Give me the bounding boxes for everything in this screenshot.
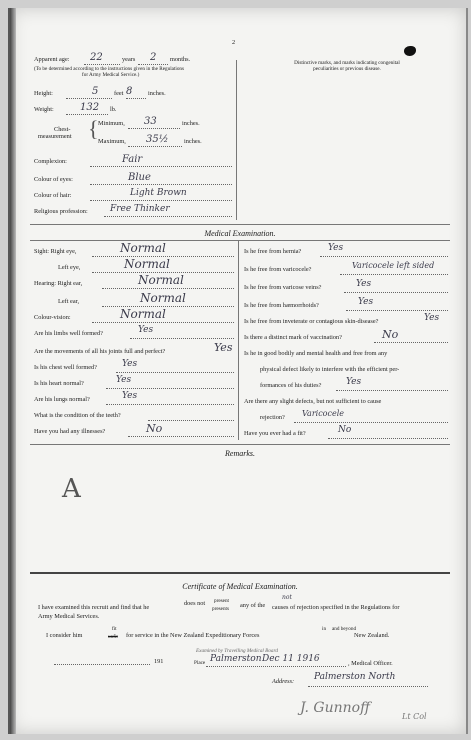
veins-value: Yes — [356, 279, 372, 289]
date-line — [54, 664, 150, 665]
remarks-heading: Remarks. — [225, 449, 255, 458]
skin-value: Yes — [424, 313, 440, 323]
age-years-value: 22 — [90, 52, 103, 63]
age-label: Apparent age: — [34, 56, 70, 63]
health-line-1: Is he in good bodily and mental health and free from any — [244, 350, 388, 357]
exam-heading: Medical Examination. — [204, 229, 276, 238]
distinctive-line-1: Distinctive marks, and marks indicating congenital — [294, 60, 400, 66]
religion-value: Free Thinker — [110, 204, 170, 214]
signature-rank: Lt Col — [402, 712, 427, 721]
varicocele-label: Is he free from varicocele? — [244, 266, 312, 273]
age-note-2: for Army Medical Service.) — [82, 72, 140, 78]
age-months-value: 2 — [150, 52, 157, 63]
address-value: Palmerston North — [314, 672, 396, 682]
exam-row-line — [92, 322, 234, 323]
exam-row-line — [130, 338, 234, 339]
varicocele-value: Varicocele left sided — [352, 261, 435, 270]
certificate-nz: New Zealand. — [354, 632, 390, 639]
exam-row-value: Yes — [138, 325, 154, 335]
medical-officer-signature: J. Gunnoff — [300, 700, 371, 716]
exam-row-value: Normal — [140, 291, 186, 305]
exam-divider — [238, 240, 239, 440]
exam-row-label: Are his lungs normal? — [34, 396, 90, 403]
inches-label: inches. — [148, 90, 166, 97]
exam-top-rule — [30, 224, 450, 225]
slight-defects-value: Varicocele — [302, 409, 344, 418]
document-sheet — [8, 8, 468, 734]
veins-line — [344, 292, 448, 293]
certificate-line-1a: I have examined this recruit and find that he — [38, 604, 150, 611]
slight-defects-line — [294, 422, 448, 423]
exam-bottom-rule — [30, 444, 450, 445]
hair-line — [90, 200, 232, 201]
vaccination-line — [374, 342, 448, 343]
health-value: Yes — [346, 377, 362, 387]
certificate-consider: I consider him — [46, 632, 83, 639]
certificate-unfit: unfit — [108, 634, 118, 640]
exam-row-value: No — [146, 422, 163, 435]
certificate-and-beyond: and beyond — [332, 626, 357, 632]
exam-row-value: Yes — [116, 375, 132, 385]
hair-label: Colour of hair: — [34, 192, 72, 199]
age-note-1: (To be determined according to the instructions given in the Regulations — [34, 66, 185, 72]
religion-line — [104, 216, 232, 217]
certificate-present: present — [214, 598, 229, 604]
exam-row-line — [106, 388, 234, 389]
vaccination-value: No — [382, 328, 399, 341]
exam-row-label: Sight: Right eye, — [34, 248, 77, 255]
exam-row-label: Colour-vision: — [34, 314, 71, 321]
exam-row-line — [148, 420, 234, 421]
health-line-3: formances of his duties? — [260, 382, 322, 389]
certificate-not-handwritten: not — [282, 594, 292, 601]
feet-label: feet — [114, 90, 124, 97]
exam-heading-rule — [30, 240, 450, 241]
weight-line — [66, 114, 108, 115]
exam-row-label: Are the movements of all his joints full and perfect? — [34, 348, 166, 355]
haem-label: Is he free from hæmorrhoids? — [244, 302, 319, 309]
skin-label: Is he free from inveterate or contagious skin-disease? — [244, 318, 379, 325]
height-feet-value: 5 — [92, 86, 99, 97]
top-divider — [236, 60, 237, 220]
chest-min-value: 33 — [144, 116, 157, 127]
height-feet-line — [66, 98, 112, 99]
medical-officer-label: , Medical Officer. — [348, 660, 393, 667]
varicocele-line — [340, 274, 448, 275]
certificate-line-1b: any of the — [240, 602, 266, 609]
chest-label-2: measurement — [38, 133, 72, 140]
health-line-2: physical defect likely to interfere with the efficient per- — [260, 366, 400, 373]
lb-label: lb. — [110, 106, 117, 113]
page-edge-shadow — [10, 8, 16, 734]
exam-row-value: Yes — [214, 341, 233, 354]
date-value: Dec 11 1916 — [262, 654, 320, 664]
exam-row-label: Are his limbs well formed? — [34, 330, 103, 337]
certificate-presents: presents — [212, 606, 229, 612]
exam-row-value: Normal — [138, 273, 184, 287]
health-line — [336, 390, 448, 391]
place-label: Place — [194, 660, 206, 666]
exam-row-line — [102, 288, 234, 289]
hair-value: Light Brown — [130, 188, 187, 198]
exam-row-label: What is the condition of the teeth? — [34, 412, 121, 419]
haem-line — [346, 310, 448, 311]
place-line — [206, 666, 346, 667]
certificate-line-1c: causes of rejection specified in the Regulations for — [272, 604, 400, 611]
exam-row-label: Have you had any illnesses? — [34, 428, 106, 435]
fits-line — [328, 438, 448, 439]
weight-value: 132 — [80, 102, 100, 113]
fits-label: Have you ever had a fit? — [244, 430, 306, 437]
exam-row-value: Yes — [122, 391, 138, 401]
exam-row-line — [128, 436, 234, 437]
slight-defects-line-2: rejection? — [260, 414, 285, 421]
weight-label: Weight: — [34, 106, 54, 113]
certificate-service: for service in the New Zealand Expeditionary Forces — [126, 632, 260, 639]
fits-value: No — [338, 425, 352, 435]
chest-min-label: Minimum, — [98, 120, 125, 127]
certificate-top-rule — [30, 572, 450, 574]
hernia-value: Yes — [328, 243, 344, 253]
eyes-label: Colour of eyes: — [34, 176, 73, 183]
years-label: years — [122, 56, 136, 63]
hernia-line — [320, 256, 448, 257]
exam-row-value: Yes — [122, 359, 138, 369]
chest-max-line — [128, 146, 182, 147]
eyes-value: Blue — [128, 172, 151, 183]
exam-row-value: Normal — [120, 241, 166, 255]
exam-row-label: Hearing: Right ear, — [34, 280, 83, 287]
exam-row-label: Left eye, — [58, 264, 81, 271]
examined-by-stamp: Examined by Travelling Medical Board — [196, 648, 278, 654]
slight-defects-line-1: Are there any slight defects, but not sufficient to cause — [244, 398, 382, 405]
complexion-value: Fair — [122, 154, 143, 165]
certificate-in: in — [322, 626, 327, 632]
chest-min-line — [128, 128, 180, 129]
haem-value: Yes — [358, 297, 374, 307]
chest-max-label: Maximum, — [98, 138, 126, 145]
height-inches-line — [126, 98, 146, 99]
certificate-heading: Certificate of Medical Examination. — [182, 582, 298, 591]
page-number: 2 — [232, 39, 236, 46]
eyes-line — [90, 184, 232, 185]
complexion-label: Complexion: — [34, 158, 67, 165]
exam-row-value: Normal — [120, 307, 166, 321]
exam-row-line — [106, 404, 234, 405]
vaccination-label: Is there a distinct mark of vaccination? — [244, 334, 342, 341]
certificate-fit: fit — [112, 626, 117, 632]
chest-max-inches: inches. — [184, 138, 202, 145]
address-label: Address: — [272, 678, 295, 685]
date-year-prefix: 191 — [154, 658, 164, 665]
chest-label-1: Chest- — [54, 126, 71, 133]
place-value: Palmerston — [210, 654, 262, 664]
exam-row-label: Is his heart normal? — [34, 380, 84, 387]
chest-min-inches: inches. — [182, 120, 200, 127]
height-inches-value: 8 — [126, 86, 133, 97]
exam-row-line — [116, 372, 234, 373]
veins-label: Is he free from varicose veins? — [244, 284, 322, 291]
chest-max-value: 35½ — [146, 134, 169, 145]
ink-blot — [404, 46, 416, 56]
religion-label: Religious profession: — [34, 208, 88, 215]
exam-row-label: Left ear, — [58, 298, 80, 305]
chest-brace: { — [88, 116, 99, 141]
hernia-label: Is he free from hernia? — [244, 248, 302, 255]
certificate-line-2: Army Medical Services. — [38, 613, 100, 620]
complexion-line — [90, 166, 232, 167]
months-label: months. — [170, 56, 191, 63]
exam-row-label: Is his chest well formed? — [34, 364, 97, 371]
address-line — [308, 686, 428, 687]
exam-row-value: Normal — [124, 257, 170, 271]
height-label: Height: — [34, 90, 53, 97]
certificate-does-not: does not — [184, 600, 206, 607]
remarks-value: A — [62, 474, 81, 504]
age-years-line — [84, 64, 120, 65]
age-months-line — [138, 64, 168, 65]
distinctive-line-2: peculiarities or previous disease. — [313, 66, 381, 72]
